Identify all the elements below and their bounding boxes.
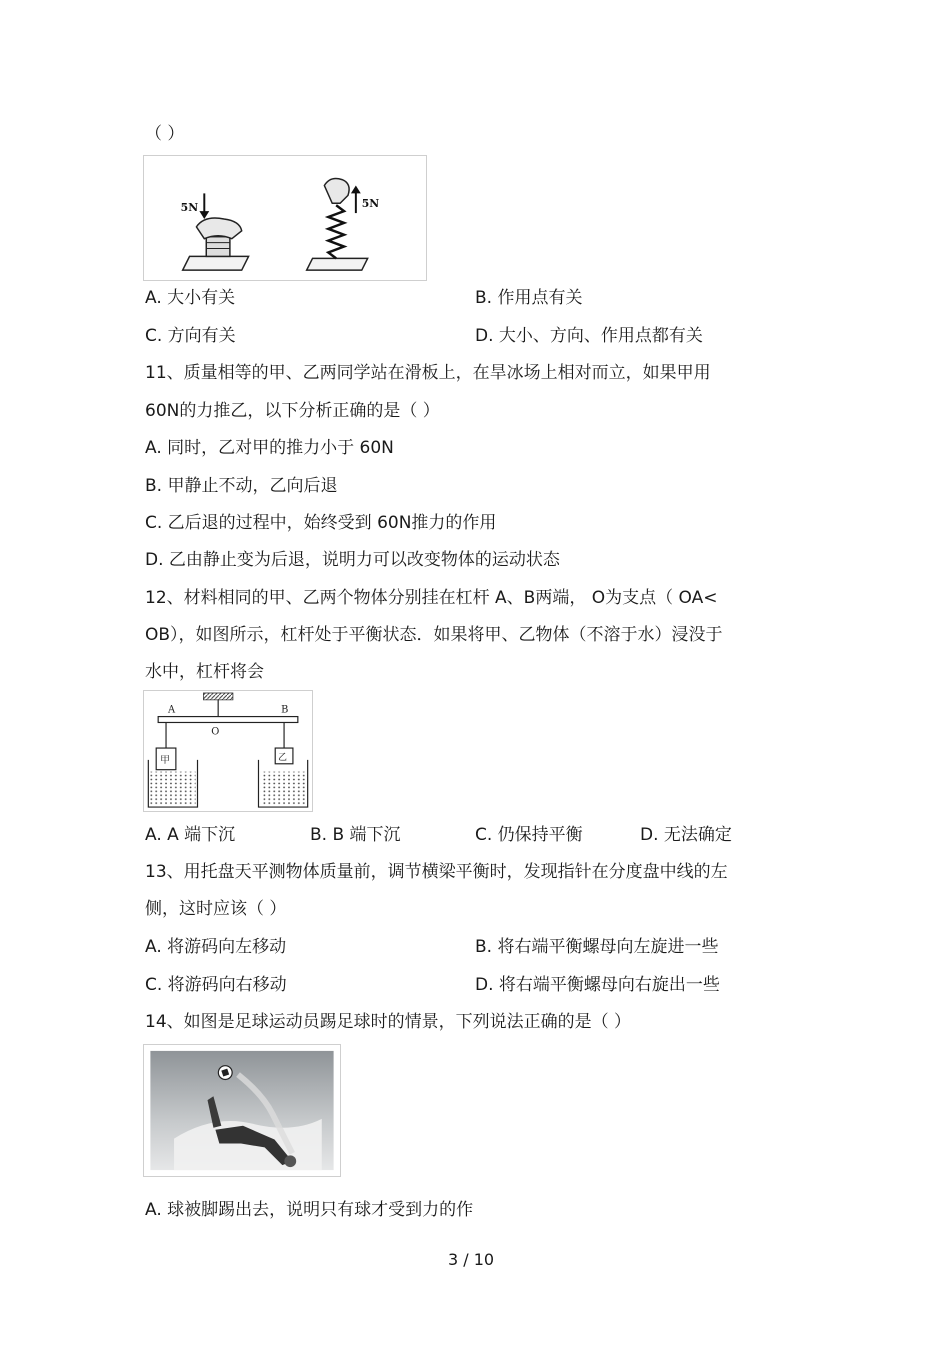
q10-figure — [143, 155, 427, 281]
q11-option-a: A. 同时，乙对甲的推力小于 60N — [145, 438, 394, 458]
q14-option-a: A. 球被脚踢出去，说明只有球才受到力的作 — [145, 1200, 474, 1220]
q12-option-b: B. B 端下沉 — [310, 825, 401, 845]
right-board — [307, 258, 368, 270]
right-hand — [324, 178, 349, 203]
q12-stem-line1: 12、材料相同的甲、乙两个物体分别挂在杠杆 A、B两端， O为支点（ OA< — [145, 588, 718, 608]
q13-option-a: A. 将游码向左移动 — [145, 937, 287, 957]
water-left — [150, 772, 195, 805]
label-o: O — [211, 726, 220, 738]
q13-option-b: B. 将右端平衡螺母向左旋进一些 — [475, 937, 719, 957]
q11-option-d: D. 乙由静止变为后退，说明力可以改变物体的运动状态 — [145, 550, 560, 570]
q12-lever-figure — [143, 690, 313, 812]
q12-option-a: A. A 端下沉 — [145, 825, 236, 845]
player-head — [284, 1155, 296, 1167]
q10-option-a: A. 大小有关 — [145, 288, 236, 308]
q14-stem-line1: 14、如图是足球运动员踢足球时的情景，下列说法正确的是（ ） — [145, 1012, 632, 1032]
q10-answer-paren: （ ） — [145, 124, 185, 144]
right-force-label: 5N — [361, 197, 380, 211]
q11-option-c: C. 乙后退的过程中，始终受到 60N推力的作用 — [145, 513, 497, 533]
q12-option-c: C. 仍保持平衡 — [475, 825, 583, 845]
object-yi-label: 乙 — [278, 752, 288, 763]
q12-stem-line2: OB），如图所示，杠杆处于平衡状态．如果将甲、乙物体（不溶于水）浸没于 — [145, 625, 723, 645]
left-arrow-head — [199, 211, 209, 219]
right-spring — [328, 205, 344, 258]
right-arrow-head — [351, 186, 361, 194]
object-jia-label: 甲 — [160, 754, 170, 766]
left-hand — [196, 218, 241, 239]
q11-stem-line2: 60N的力推乙，以下分析正确的是（ ） — [145, 401, 440, 421]
q10-force-diagram — [144, 156, 426, 280]
q10-option-b: B. 作用点有关 — [475, 288, 583, 308]
label-a: A — [168, 704, 176, 716]
q14-football-photo — [143, 1044, 341, 1177]
left-force-label: 5N — [180, 201, 199, 215]
q13-stem-line2: 侧，这时应该（ ） — [145, 899, 287, 919]
ceiling-mount — [203, 693, 233, 700]
q12-stem-line3: 水中，杠杆将会 — [145, 662, 264, 682]
q11-option-b: B. 甲静止不动，乙向后退 — [145, 476, 338, 496]
water-right — [260, 772, 305, 805]
q13-option-c: C. 将游码向右移动 — [145, 975, 287, 995]
q12-lever-diagram — [144, 691, 312, 811]
left-board — [183, 256, 249, 270]
q10-option-d: D. 大小、方向、作用点都有关 — [475, 326, 703, 346]
q11-stem-line1: 11、质量相等的甲、乙两同学站在滑板上，在旱冰场上相对而立，如果甲用 — [145, 363, 711, 383]
label-b: B — [281, 704, 289, 716]
page-number: 3 / 10 — [448, 1250, 495, 1269]
q13-option-d: D. 将右端平衡螺母向右旋出一些 — [475, 975, 720, 995]
lever-bar — [158, 717, 298, 723]
left-spring-block — [206, 237, 230, 257]
q12-option-d: D. 无法确定 — [640, 825, 732, 845]
q10-option-c: C. 方向有关 — [145, 326, 236, 346]
q13-stem-line1: 13、用托盘天平测物体质量前，调节横梁平衡时，发现指针在分度盘中线的左 — [145, 862, 728, 882]
q14-football-scene — [144, 1045, 340, 1176]
